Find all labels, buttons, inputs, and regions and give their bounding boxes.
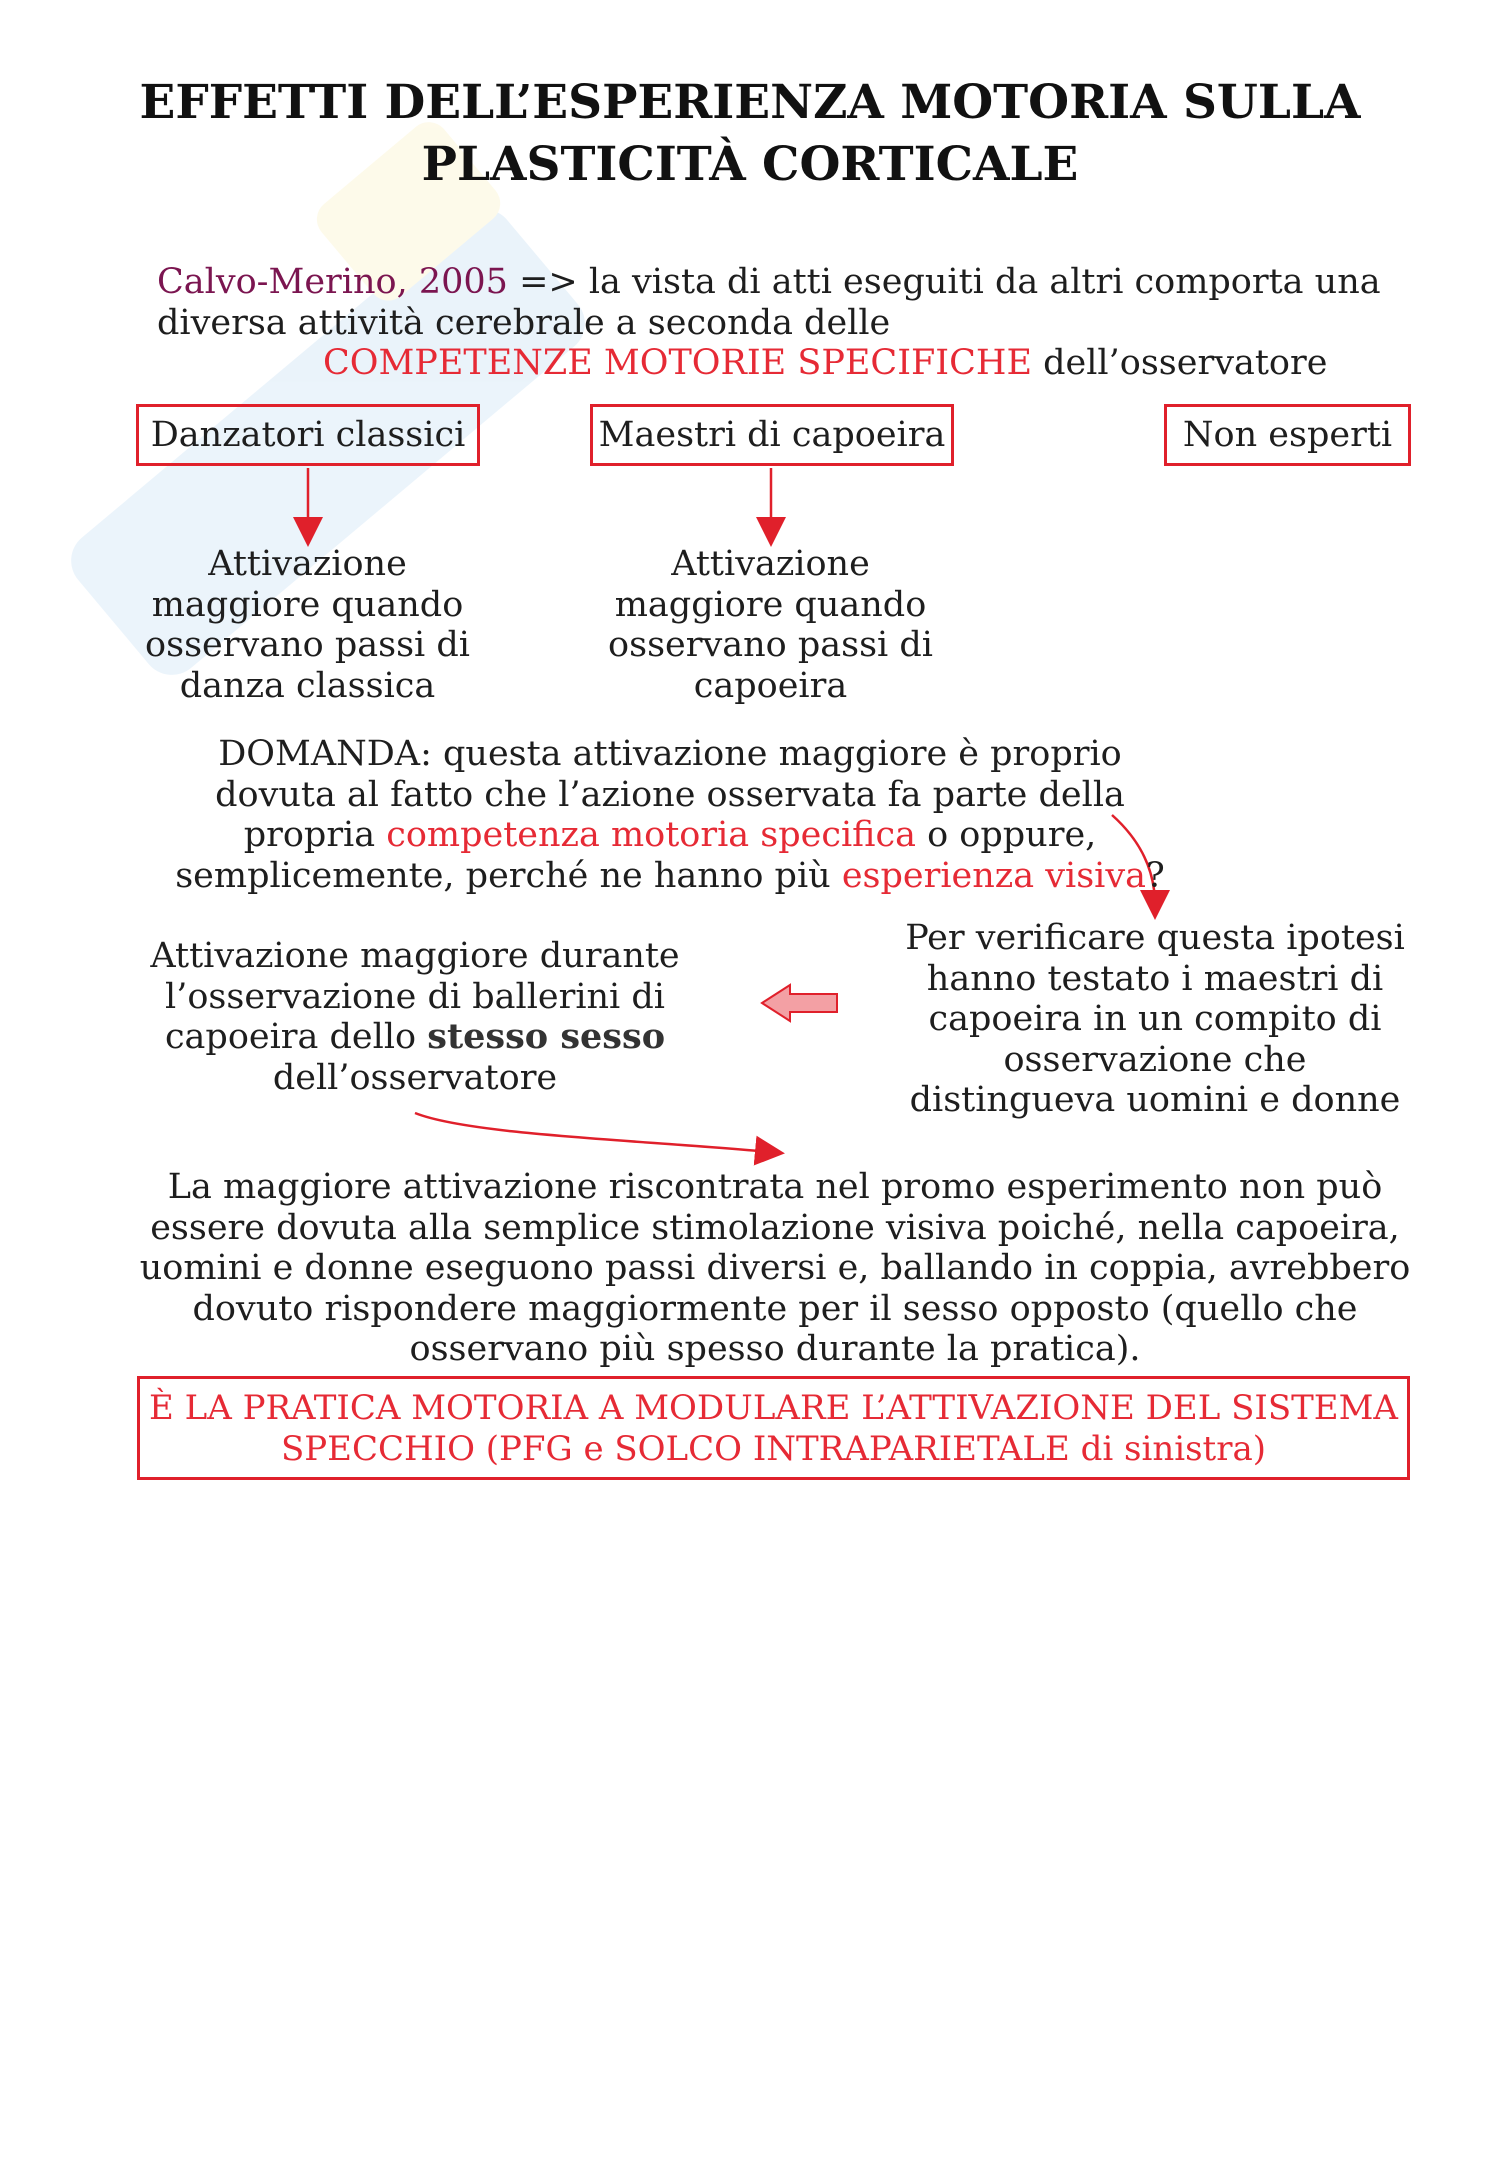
box-non-esperti: Non esperti	[1164, 404, 1411, 466]
intro-text-1: => la vista di atti eseguiti da altri comporta una	[507, 262, 1381, 302]
esperienza-highlight: esperienza visiva	[841, 855, 1146, 896]
result-danzatori-line: maggiore quando	[151, 584, 464, 625]
hypothesis-line: osservazione che	[1003, 1039, 1307, 1080]
conclusion-line-2: SPECCHIO (PFG e SOLCO INTRAPARIETALE di sinistra)	[280, 1429, 1267, 1469]
box-maestri-capoeira: Maestri di capoeira	[590, 404, 954, 466]
box-danzatori-classici: Danzatori classici	[136, 404, 480, 466]
finding-line: dell’osservatore	[272, 1057, 558, 1098]
finding-text: capoeira dello	[164, 1017, 428, 1057]
result-capoeira	[583, 544, 958, 706]
result-danzatori	[120, 544, 495, 706]
intro-text-3: dell’osservatore	[1032, 343, 1328, 383]
question-text: o oppure,	[915, 815, 1097, 855]
question-text: propria	[243, 815, 387, 855]
conclusion-box	[137, 1376, 1410, 1480]
question-line-4	[120, 856, 1220, 897]
competenze-highlight: COMPETENZE MOTORIE SPECIFICHE	[323, 343, 1032, 383]
hypothesis-line: Per verificare questa ipotesi	[905, 918, 1405, 958]
explanation-line: dovuto rispondere maggiormente per il sesso opposto (quello che	[192, 1288, 1358, 1329]
result-danzatori-line: osservano passi di	[145, 625, 470, 665]
question-line-1: DOMANDA: questa attivazione maggiore è proprio	[218, 734, 1122, 774]
question-line-2: dovuta al fatto che l’azione osservata fa parte della	[215, 774, 1125, 815]
finding-line	[140, 1017, 690, 1058]
explanation-line: uomini e donne eseguono passi diversi e, ballando in coppia, avrebbero	[139, 1248, 1411, 1288]
block-arrow-left-icon	[762, 985, 837, 1021]
intro-line-2: diversa attività cerebrale a seconda delle	[157, 302, 891, 343]
result-danzatori-line: danza classica	[179, 665, 436, 706]
hypothesis-line: distingueva uomini e donne	[909, 1080, 1401, 1120]
conclusion-line-1: È LA PRATICA MOTORIA A MODULARE L’ATTIVAZIONE DEL SISTEMA	[149, 1388, 1398, 1428]
hypothesis-line: hanno testato i maestri di	[926, 958, 1384, 999]
explanation-line: La maggiore attivazione riscontrata nel promo esperimento non può	[167, 1167, 1383, 1207]
question-text: semplicemente, perché ne hanno più	[175, 855, 842, 896]
competenza-highlight: competenza motoria specifica	[386, 815, 916, 855]
hypothesis-paragraph	[900, 918, 1410, 1121]
arrow-curved-to-explanation	[415, 1113, 770, 1152]
explanation-line: osservano più spesso durante la pratica).	[409, 1329, 1141, 1369]
stesso-sesso-emphasis: stesso sesso	[427, 1016, 666, 1057]
question-line-3	[120, 815, 1220, 856]
question-text: ?	[1146, 855, 1165, 896]
explanation-line: essere dovuta alla semplice stimolazione visiva poiché, nella capoeira,	[150, 1207, 1400, 1248]
title-line-1: EFFETTI DELL’ESPERIENZA MOTORIA SULLA	[139, 75, 1361, 130]
hypothesis-line: capoeira in un compito di	[928, 999, 1382, 1039]
finding-line: l’osservazione di ballerini di	[165, 976, 665, 1017]
author-citation: Calvo-Merino, 2005	[157, 262, 508, 302]
result-capoeira-line: capoeira	[693, 665, 848, 706]
explanation-paragraph	[120, 1167, 1430, 1370]
result-danzatori-line: Attivazione	[208, 544, 407, 584]
result-capoeira-line: maggiore quando	[614, 584, 927, 625]
finding-line: Attivazione maggiore durante	[150, 936, 680, 976]
question-paragraph	[120, 734, 1220, 896]
title-line-2: PLASTICITÀ CORTICALE	[421, 137, 1079, 192]
finding-paragraph	[140, 936, 690, 1098]
result-capoeira-line: Attivazione	[671, 544, 870, 584]
result-capoeira-line: osservano passi di	[608, 625, 933, 665]
